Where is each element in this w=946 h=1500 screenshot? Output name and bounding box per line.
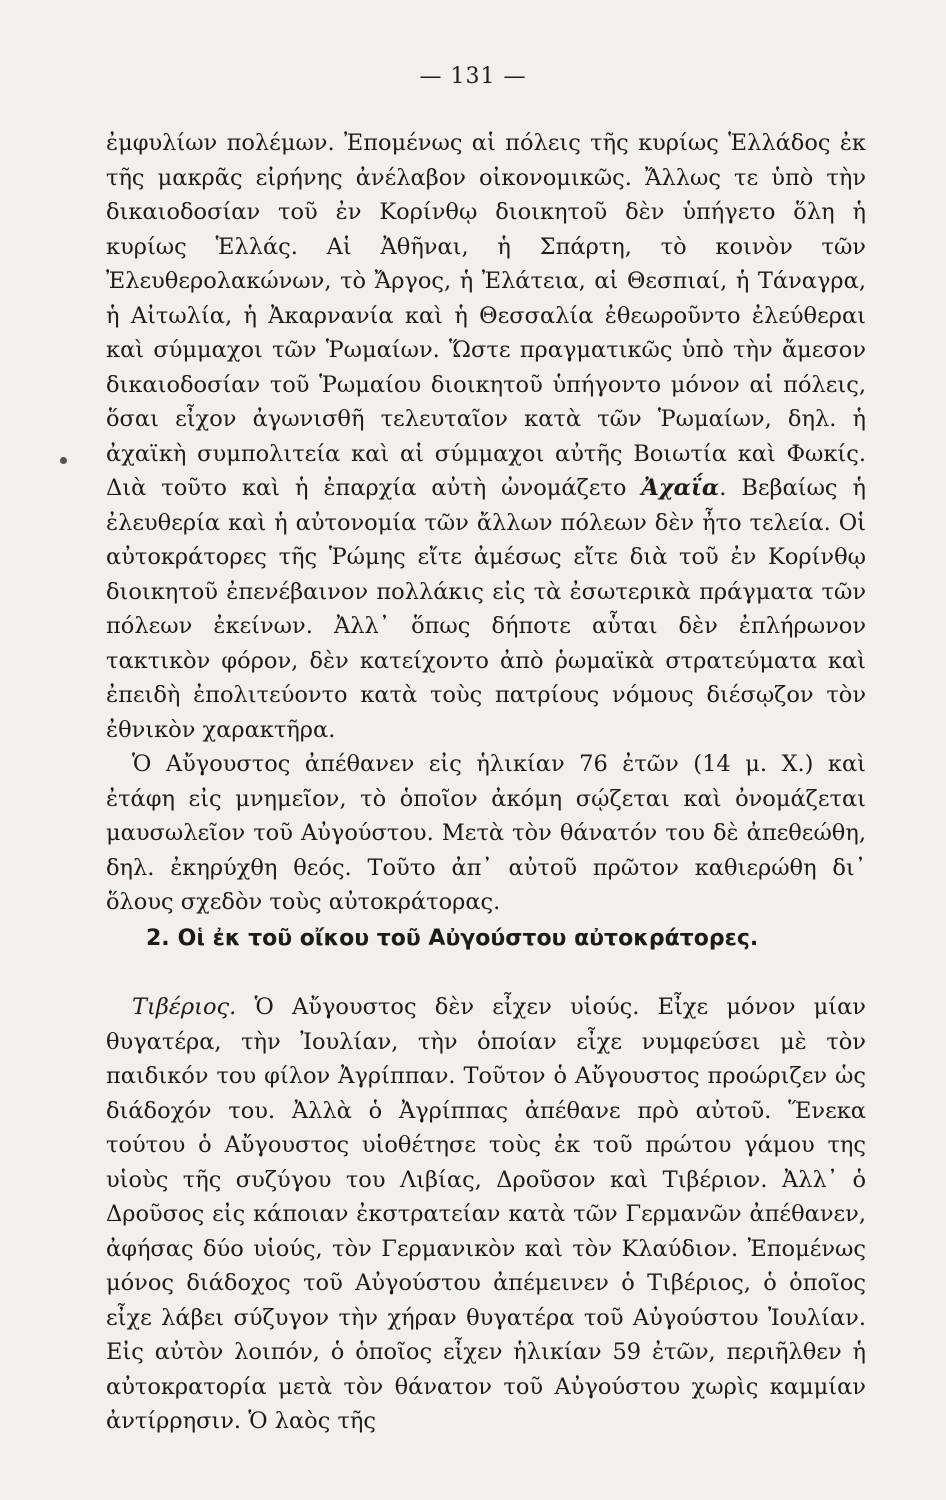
section-title: Οἱ ἐκ τοῦ οἴκου τοῦ Αὐγούστου αὐτοκράτορες. <box>177 926 759 951</box>
page-number: — 131 — <box>419 64 527 89</box>
paragraph-achaia <box>106 126 866 747</box>
paragraph-augustus-death: Ὁ Αὔγουστος ἀπέθανεν εἰς ἡλικίαν 76 ἐτῶν (14 μ. Χ.) καὶ ἐτάφη εἰς μνημεῖον, τὸ ὁποῖον ἀκόμη σῴζεται καὶ ὀνομάζεται μαυσωλεῖον τοῦ Αὐγούστου. Μετὰ τὸν θάνατόν του δὲ ἀπεθεώθη, δηλ. ἐκηρύχθη θεός. Τοῦτο ἀπ᾽ αὐτοῦ πρῶτον καθιερώθη δι᾽ ὅλους σχεδὸν τοὺς αὐτοκράτορας. <box>106 751 866 915</box>
text-block-lower <box>106 990 866 1439</box>
section-number: 2. <box>146 926 170 951</box>
text-block-upper <box>106 126 866 920</box>
achaia-term: Ἀχαΐα <box>641 475 720 501</box>
paragraph-achaia-text-a: ἐμφυλίων πολέμων. Ἐπομένως αἱ πόλεις τῆς κυρίως Ἑλλάδος ἐκ τῆς μακρᾶς εἰρήνης ἀνέλαβον οἰκονομικῶς. Ἄλλως τε ὑπὸ τὴν δικαιοδοσίαν τοῦ ἐν Κορίνθῳ διοικητοῦ δὲν ὑπήγετο ὅλη ἡ κυρίως Ἑλλάς. Αἱ Ἀθῆναι, ἡ Σπάρτη, τὸ κοινὸν τῶν Ἐλευθερολακώνων, τὸ Ἄργος, ἡ Ἐλάτεια, αἱ Θεσπιαί, ἡ Τάναγρα, ἡ Αἰτωλία, ἡ Ἀκαρνανία καὶ ἡ Θεσσαλία ἐθεωροῦντο ἐλεύθεραι καὶ σύμμαχοι τῶν Ῥωμαίων. Ὥστε πραγματικῶς ὑπὸ τὴν ἄμεσον δικαιοδοσίαν τοῦ Ῥωμαίου διοικητοῦ ὑπήγοντο μόνον αἱ πόλεις, ὅσαι εἶχον ἀγωνισθῆ τελευταῖον κατὰ τῶν Ῥωμαίων, δηλ. ἡ ἀχαϊκὴ συμπολιτεία καὶ αἱ σύμμαχοι αὐτῆς Βοιωτία καὶ Φωκίς. Διὰ τοῦτο καὶ ἡ ἐπαρχία αὐτὴ ὠνομάζετο <box>106 130 866 501</box>
paragraph-tiberius <box>106 990 866 1439</box>
margin-mark <box>60 457 67 464</box>
tiberius-lead: Τιβέριος. <box>132 994 237 1020</box>
paragraph-tiberius-text: Ὁ Αὔγουστος δὲν εἶχεν υἱούς. Εἶχε μόνον μίαν θυγατέρα, τὴν Ἰουλίαν, τὴν ὁποίαν εἶχε νυμφεύσει μὲ τὸν παιδικόν του φίλον Ἀγρίππαν. Τοῦτον ὁ Αὔγουστος προώριζεν ὡς διάδοχόν του. Ἀλλὰ ὁ Ἀγρίππας ἀπέθανε πρὸ αὐτοῦ. Ἕνεκα τούτου ὁ Αὔγουστος υἱοθέτησε τοὺς ἐκ τοῦ πρώτου γάμου της υἱοὺς τῆς συζύγου του Λιβίας, Δροῦσον καὶ Τιβέριον. Ἀλλ᾽ ὁ Δροῦσος εἰς κάποιαν ἐκστρατείαν κατὰ τῶν Γερμανῶν ἀπέθανεν, ἀφήσας δύο υἱούς, τὸν Γερμανικὸν καὶ τὸν Κλαύδιον. Ἐπομένως μόνος διάδοχος τοῦ Αὐγούστου ἀπέμεινεν ὁ Τιβέριος, ὁ ὁποῖος εἶχε λάβει σύζυγον τὴν χήραν θυγατέρα τοῦ Αὐγούστου Ἰουλίαν. Εἰς αὐτὸν λοιπόν, ὁ ὁποῖος εἶχεν ἡλικίαν 59 ἐτῶν, περιῆλθεν ἡ αὐτοκρατορία μετὰ τὸν θάνατον τοῦ Αὐγούστου χωρὶς καμμίαν ἀντίρρησιν. Ὁ λαὸς τῆς <box>106 994 866 1434</box>
paragraph-achaia-text-b: . Βεβαίως ἡ ἐλευθερία καὶ ἡ αὐτονομία τῶν ἄλλων πόλεων δὲν ἦτο τελεία. Οἱ αὐτοκράτορες τῆς Ῥώμης εἴτε ἀμέσως εἴτε διὰ τοῦ ἐν Κορίνθῳ διοικητοῦ ἐπενέβαινον πολλάκις εἰς τὰ ἐσωτερικὰ πράγματα τῶν πόλεων ἐκείνων. Ἀλλ᾽ ὅπως δήποτε αὗται δὲν ἐπλήρωνον τακτικὸν φόρον, δὲν κατείχοντο ἀπὸ ῥωμαϊκὰ στρατεύματα καὶ ἐπειδὴ ἐπολιτεύοντο κατὰ τοὺς πατρίους νόμους διέσῳζον τὸν ἐθνικὸν χαρακτῆρα. <box>106 475 866 743</box>
section-heading <box>146 922 866 956</box>
